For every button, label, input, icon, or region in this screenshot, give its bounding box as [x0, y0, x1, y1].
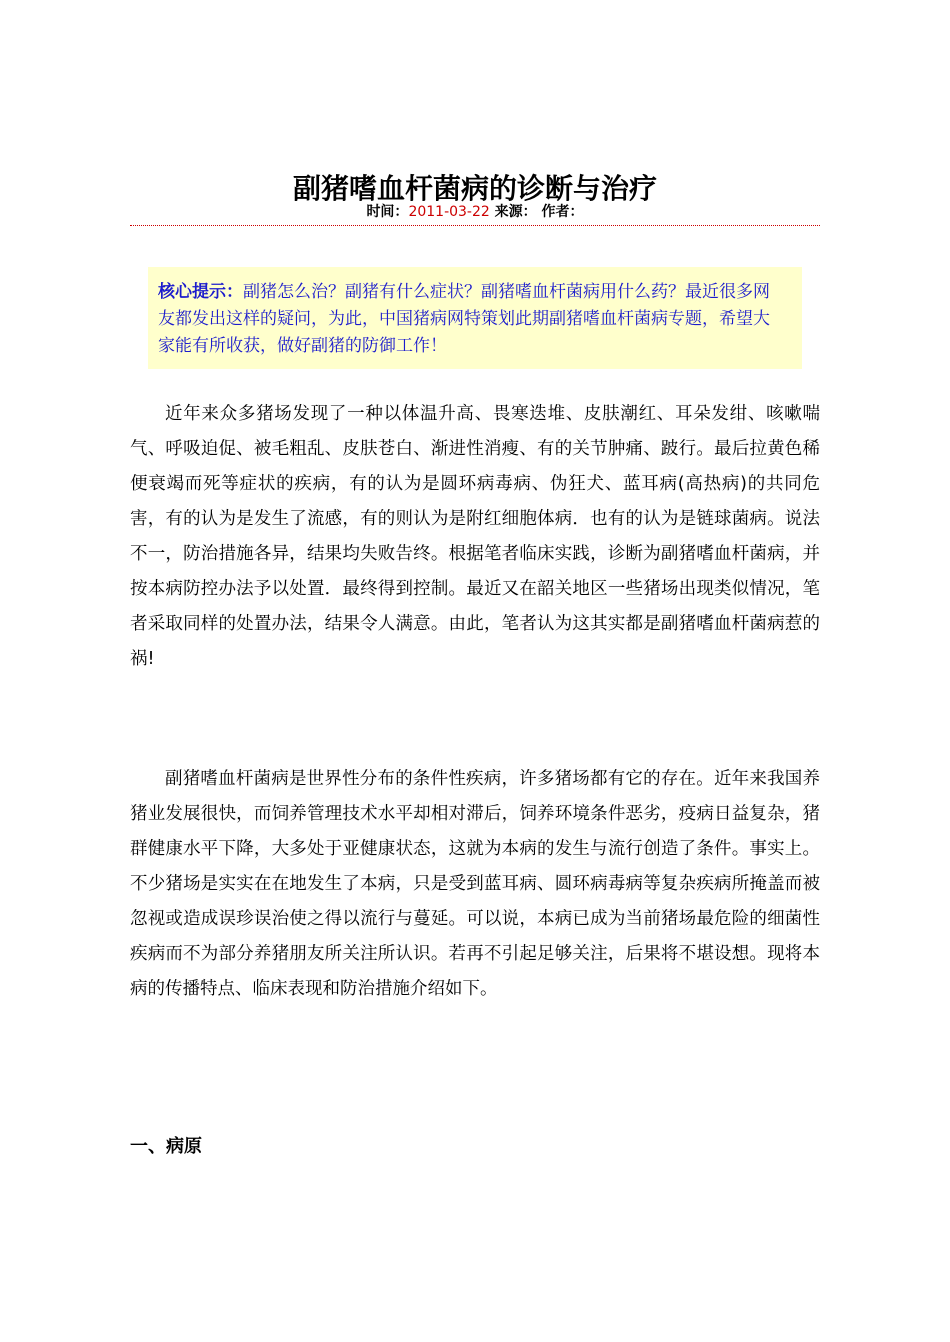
article-meta: [130, 203, 820, 221]
key-tip-box: [148, 267, 802, 369]
publish-date: 2011-03-22: [408, 204, 490, 220]
section-heading-pathogen: 一、病原: [130, 1136, 202, 1157]
body-paragraph-1: 近年来众多猪场发现了一种以体温升高、畏寒迭堆、皮肤潮红、耳朵发绀、咳嗽喘气、呼吸迫促、被毛粗乱、皮肤苍白、渐进性消瘦、有的关节肿痛、跛行。最后拉黄色稀便衰竭而死等症状的疾病，有的认为是圆环病毒病、伪狂犬、蓝耳病(高热病)的共同危害，有的认为是发生了流感，有的则认为是附红细胞体病．也有的认为是链球菌病。说法不一，防治措施各异，结果均失败告终。根据笔者临床实践，诊断为副猪嗜血杆菌病，并按本病防控办法予以处置．最终得到控制。最近又在韶关地区一些猪场出现类似情况，笔者采取同样的处置办法，结果令人满意。由此，笔者认为这其实都是副猪嗜血杆菌病惹的祸!: [130, 404, 820, 669]
article-title: 副猪嗜血杆菌病的诊断与治疗: [292, 171, 657, 205]
body-paragraph-2: 副猪嗜血杆菌病是世界性分布的条件性疾病，许多猪场都有它的存在。近年来我国养猪业发展很快，而饲养管理技术水平却相对滞后，饲养环境条件恶劣，疫病日益复杂，猪群健康水平下降，大多处于亚健康状态，这就为本病的发生与流行创造了条件。事实上。不少猪场是实实在在地发生了本病，只是受到蓝耳病、圆环病毒病等复杂疾病所掩盖而被忽视或造成误珍误治使之得以流行与蔓延。可以说，本病已成为当前猪场最危险的细菌性疾病而不为部分养猪朋友所关注所认识。若再不引起足够关注，后果将不堪设想。现将本病的传播特点、临床表现和防治措施介绍如下。: [130, 769, 820, 999]
key-tip-text: 副猪怎么治？副猪有什么症状？副猪嗜血杆菌病用什么药？最近很多网友都发出这样的疑问，为此，中国猪病网特策划此期副猪嗜血杆菌病专题，希望大家能有所收获，做好副猪的防御工作！: [158, 282, 770, 356]
source-author-label: 来源： 作者：: [489, 204, 584, 220]
title-divider: [130, 225, 820, 226]
time-label: 时间：: [366, 204, 409, 220]
key-tip-label: 核心提示：: [158, 282, 243, 302]
key-tip: [158, 279, 778, 360]
